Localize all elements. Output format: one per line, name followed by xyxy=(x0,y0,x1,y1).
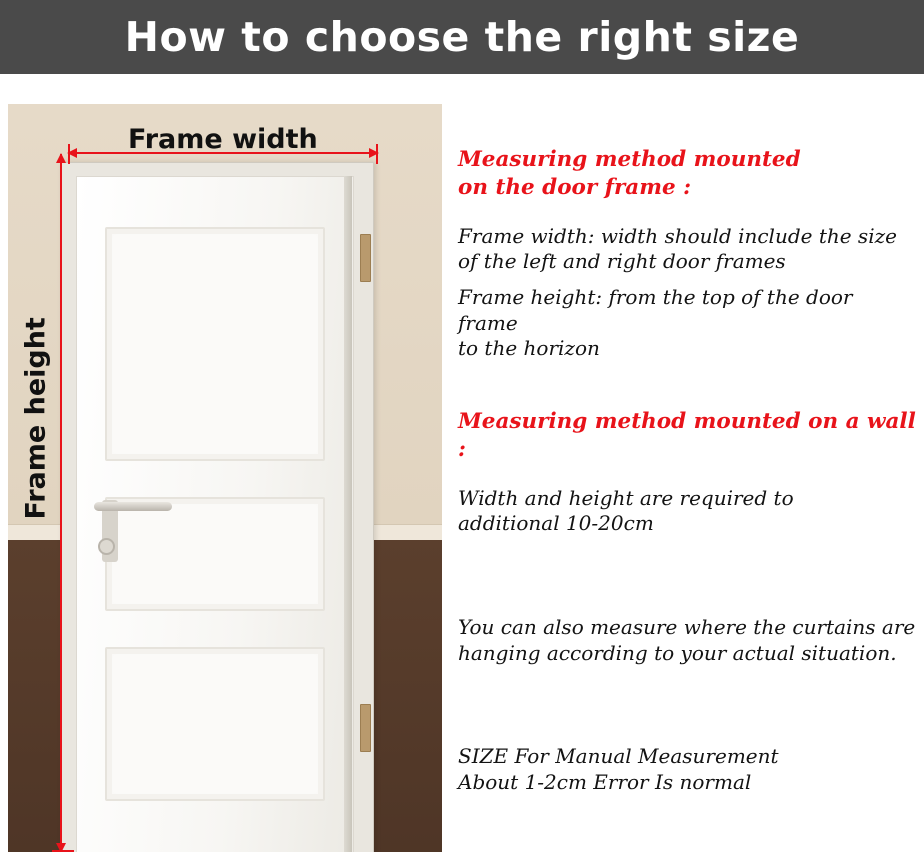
door-keyhole-icon xyxy=(98,538,115,555)
section2-para-line2: additional 10-20cm xyxy=(458,511,654,536)
spacer xyxy=(458,666,916,744)
footer-line2: About 1-2cm Error Is normal xyxy=(458,769,752,794)
note-line1: You can also measure where the curtains are xyxy=(458,614,916,639)
instructions-panel xyxy=(458,146,916,795)
section1-para2-line1: Frame height: from the top of the door frame xyxy=(458,285,853,335)
spacer xyxy=(458,202,916,224)
door-hinge-bottom-icon xyxy=(360,704,371,752)
section1-heading-line2: on the door frame : xyxy=(458,174,692,200)
frame-height-label: Frame height xyxy=(20,317,52,520)
section1-heading-line1: Measuring method mounted xyxy=(458,147,801,172)
page-title: How to choose the right size xyxy=(124,13,800,61)
door-panel-bottom xyxy=(105,647,325,801)
door-handle-lever-icon xyxy=(94,502,172,511)
frame-height-arrow-icon xyxy=(60,154,62,852)
spacer xyxy=(458,362,916,408)
section1-para1-line2: of the left and right door frames xyxy=(458,249,786,274)
spacer xyxy=(458,275,916,285)
section2-heading: Measuring method mounted on a wall : xyxy=(458,408,916,462)
door-illustration xyxy=(8,104,442,852)
door-hinge-top-icon xyxy=(360,234,371,282)
spacer xyxy=(458,537,916,615)
section1-para1-line1: Frame width: width should include the size xyxy=(458,223,897,248)
spacer xyxy=(458,464,916,486)
section2-para-line1: Width and height are required to xyxy=(458,485,794,510)
footer-line1: SIZE For Manual Measurement xyxy=(458,744,779,769)
door-panel-middle xyxy=(105,497,325,611)
door-edge xyxy=(344,176,352,852)
note-line2: hanging according to your actual situation. xyxy=(458,640,897,665)
height-tick-bottom xyxy=(52,850,74,852)
door-panel-top xyxy=(105,227,325,461)
header-bar xyxy=(0,0,924,74)
frame-width-label: Frame width xyxy=(128,124,318,155)
section1-para2-line2: to the horizon xyxy=(458,336,600,361)
